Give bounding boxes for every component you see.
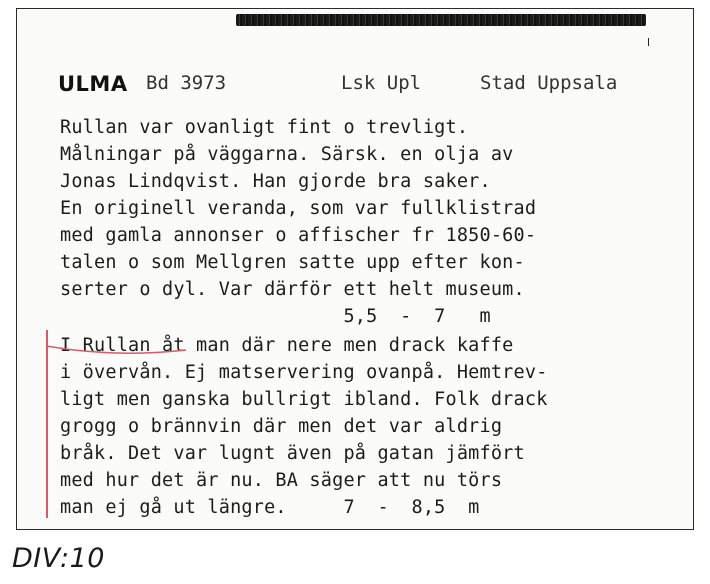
tape-strip xyxy=(236,14,646,26)
text-line: med hur det är nu. BA säger att nu törs xyxy=(60,470,503,491)
text-line: i övervån. Ej matservering ovanpå. Hemtrev- xyxy=(60,362,548,383)
volume-number: Bd 3973 xyxy=(146,72,227,94)
text-line: talen o som Mellgren satte upp efter kon- xyxy=(60,252,525,273)
text-line: serter o dyl. Var därför ett helt museum. xyxy=(60,279,525,300)
text-line: Rullan var ovanligt fint o trevligt. xyxy=(60,117,469,138)
card-text xyxy=(60,114,690,521)
card-header xyxy=(58,72,658,102)
archive-title: ULMA xyxy=(58,72,128,96)
text-line: bråk. Det var lugnt även på gatan jämfört xyxy=(60,443,525,464)
city-label: Stad Uppsala xyxy=(480,72,618,94)
archive-code: DIV:10 xyxy=(12,543,105,574)
text-line: En originell veranda, som var fullklistrad xyxy=(60,198,537,219)
text-line: Jonas Lindqvist. Han gjorde bra saker. xyxy=(60,171,491,192)
margin-mark xyxy=(46,330,48,518)
underline-mark xyxy=(46,344,186,356)
text-line: Målningar på väggarna. Särsk. en olja av xyxy=(60,144,514,165)
measure-line: 5,5 - 7 m xyxy=(60,306,491,327)
text-line: med gamla annonser o affischer fr 1850-60- xyxy=(60,225,537,246)
text-line: ligt men ganska bullrigt ibland. Folk drack xyxy=(60,389,548,410)
tick-mark xyxy=(648,38,649,46)
text-line: man ej gå ut längre. 7 - 8,5 m xyxy=(60,497,480,518)
text-line: I Rullan åt man där nere men drack kaffe xyxy=(60,335,514,356)
province-label: Lsk Upl xyxy=(341,72,422,94)
text-line: grogg o brännvin där men det var aldrig xyxy=(60,416,503,437)
